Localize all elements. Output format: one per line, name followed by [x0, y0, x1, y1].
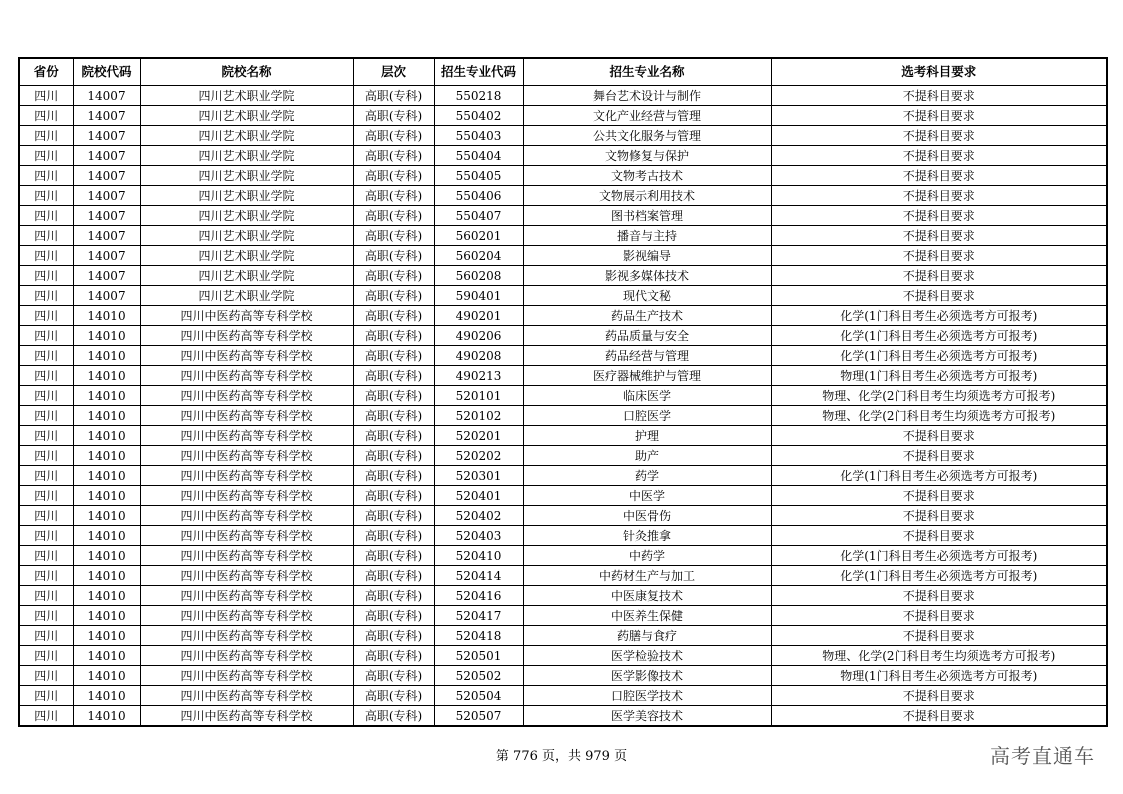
- cell-level: 高职(专科): [353, 446, 434, 466]
- cell-province: 四川: [19, 206, 73, 226]
- cell-subject-requirement: 化学(1门科目考生必须选考方可报考): [771, 346, 1107, 366]
- cell-school-code: 14007: [73, 106, 140, 126]
- cell-major-code: 520403: [434, 526, 523, 546]
- cell-subject-requirement: 不提科目要求: [771, 106, 1107, 126]
- cell-province: 四川: [19, 646, 73, 666]
- cell-major-code: 520102: [434, 406, 523, 426]
- cell-subject-requirement: 不提科目要求: [771, 706, 1107, 727]
- cell-major-name: 现代文秘: [523, 286, 771, 306]
- cell-subject-requirement: 不提科目要求: [771, 506, 1107, 526]
- table-row: [19, 346, 1107, 366]
- cell-province: 四川: [19, 366, 73, 386]
- cell-school-code: 14010: [73, 566, 140, 586]
- cell-school-code: 14007: [73, 206, 140, 226]
- cell-major-name: 药学: [523, 466, 771, 486]
- cell-level: 高职(专科): [353, 526, 434, 546]
- cell-major-code: 520301: [434, 466, 523, 486]
- table-row: [19, 266, 1107, 286]
- cell-major-name: 中医养生保健: [523, 606, 771, 626]
- cell-major-code: 490201: [434, 306, 523, 326]
- cell-province: 四川: [19, 486, 73, 506]
- cell-subject-requirement: 不提科目要求: [771, 126, 1107, 146]
- cell-level: 高职(专科): [353, 166, 434, 186]
- table-row: [19, 566, 1107, 586]
- table-row: [19, 706, 1107, 727]
- cell-school-code: 14007: [73, 126, 140, 146]
- cell-major-name: 公共文化服务与管理: [523, 126, 771, 146]
- cell-subject-requirement: 物理、化学(2门科目考生均须选考方可报考): [771, 386, 1107, 406]
- cell-school-name: 四川中医药高等专科学校: [140, 626, 353, 646]
- cell-level: 高职(专科): [353, 206, 434, 226]
- cell-province: 四川: [19, 126, 73, 146]
- table-header-row: [19, 58, 1107, 86]
- cell-major-name: 文化产业经营与管理: [523, 106, 771, 126]
- cell-major-code: 560201: [434, 226, 523, 246]
- table-row: [19, 186, 1107, 206]
- cell-school-code: 14007: [73, 166, 140, 186]
- cell-subject-requirement: 化学(1门科目考生必须选考方可报考): [771, 546, 1107, 566]
- cell-major-name: 护理: [523, 426, 771, 446]
- cell-major-name: 针灸推拿: [523, 526, 771, 546]
- cell-major-code: 520502: [434, 666, 523, 686]
- cell-province: 四川: [19, 666, 73, 686]
- header-province: 省份: [19, 58, 73, 86]
- table-row: [19, 526, 1107, 546]
- cell-school-name: 四川中医药高等专科学校: [140, 706, 353, 727]
- cell-level: 高职(专科): [353, 606, 434, 626]
- cell-major-name: 药品经营与管理: [523, 346, 771, 366]
- cell-major-code: 560204: [434, 246, 523, 266]
- cell-school-name: 四川中医药高等专科学校: [140, 606, 353, 626]
- cell-school-name: 四川艺术职业学院: [140, 86, 353, 106]
- cell-subject-requirement: 不提科目要求: [771, 146, 1107, 166]
- cell-subject-requirement: 不提科目要求: [771, 426, 1107, 446]
- cell-major-name: 中药学: [523, 546, 771, 566]
- cell-major-name: 助产: [523, 446, 771, 466]
- cell-major-name: 药品生产技术: [523, 306, 771, 326]
- cell-school-name: 四川艺术职业学院: [140, 206, 353, 226]
- cell-major-code: 520101: [434, 386, 523, 406]
- cell-school-code: 14007: [73, 186, 140, 206]
- cell-major-code: 550403: [434, 126, 523, 146]
- cell-major-name: 医学检验技术: [523, 646, 771, 666]
- cell-school-code: 14010: [73, 506, 140, 526]
- cell-major-name: 舞台艺术设计与制作: [523, 86, 771, 106]
- cell-province: 四川: [19, 246, 73, 266]
- cell-school-name: 四川中医药高等专科学校: [140, 646, 353, 666]
- page-number: 第 776 页，共 979 页: [495, 749, 628, 764]
- cell-province: 四川: [19, 386, 73, 406]
- table-row: [19, 246, 1107, 266]
- cell-school-code: 14010: [73, 626, 140, 646]
- cell-major-code: 520504: [434, 686, 523, 706]
- cell-subject-requirement: 不提科目要求: [771, 266, 1107, 286]
- cell-major-name: 中药材生产与加工: [523, 566, 771, 586]
- cell-level: 高职(专科): [353, 566, 434, 586]
- cell-province: 四川: [19, 446, 73, 466]
- cell-subject-requirement: 不提科目要求: [771, 286, 1107, 306]
- cell-major-code: 520201: [434, 426, 523, 446]
- table-row: [19, 446, 1107, 466]
- cell-major-code: 520417: [434, 606, 523, 626]
- cell-school-name: 四川中医药高等专科学校: [140, 306, 353, 326]
- table-row: [19, 486, 1107, 506]
- cell-level: 高职(专科): [353, 186, 434, 206]
- table-row: [19, 206, 1107, 226]
- cell-level: 高职(专科): [353, 146, 434, 166]
- table-row: [19, 126, 1107, 146]
- cell-subject-requirement: 不提科目要求: [771, 606, 1107, 626]
- table-row: [19, 686, 1107, 706]
- admission-table-container: [18, 57, 1106, 727]
- cell-subject-requirement: 不提科目要求: [771, 446, 1107, 466]
- cell-school-name: 四川艺术职业学院: [140, 266, 353, 286]
- cell-province: 四川: [19, 686, 73, 706]
- cell-province: 四川: [19, 286, 73, 306]
- cell-school-name: 四川中医药高等专科学校: [140, 526, 353, 546]
- cell-major-code: 520414: [434, 566, 523, 586]
- cell-school-name: 四川艺术职业学院: [140, 146, 353, 166]
- cell-province: 四川: [19, 466, 73, 486]
- cell-school-code: 14010: [73, 666, 140, 686]
- cell-level: 高职(专科): [353, 666, 434, 686]
- cell-school-code: 14010: [73, 586, 140, 606]
- cell-level: 高职(专科): [353, 426, 434, 446]
- cell-school-name: 四川中医药高等专科学校: [140, 586, 353, 606]
- cell-level: 高职(专科): [353, 226, 434, 246]
- cell-major-code: 550406: [434, 186, 523, 206]
- cell-school-code: 14010: [73, 546, 140, 566]
- cell-subject-requirement: 不提科目要求: [771, 206, 1107, 226]
- table-row: [19, 506, 1107, 526]
- cell-province: 四川: [19, 326, 73, 346]
- cell-major-name: 临床医学: [523, 386, 771, 406]
- cell-province: 四川: [19, 186, 73, 206]
- cell-subject-requirement: 物理、化学(2门科目考生均须选考方可报考): [771, 646, 1107, 666]
- cell-subject-requirement: 不提科目要求: [771, 526, 1107, 546]
- cell-school-code: 14010: [73, 466, 140, 486]
- cell-major-code: 490208: [434, 346, 523, 366]
- cell-major-code: 520418: [434, 626, 523, 646]
- cell-subject-requirement: 物理(1门科目考生必须选考方可报考): [771, 666, 1107, 686]
- cell-level: 高职(专科): [353, 366, 434, 386]
- cell-level: 高职(专科): [353, 686, 434, 706]
- cell-school-name: 四川艺术职业学院: [140, 106, 353, 126]
- cell-level: 高职(专科): [353, 586, 434, 606]
- cell-level: 高职(专科): [353, 326, 434, 346]
- cell-school-code: 14010: [73, 646, 140, 666]
- cell-school-code: 14010: [73, 406, 140, 426]
- table-row: [19, 226, 1107, 246]
- table-row: [19, 306, 1107, 326]
- cell-level: 高职(专科): [353, 406, 434, 426]
- cell-major-code: 490206: [434, 326, 523, 346]
- cell-school-code: 14010: [73, 386, 140, 406]
- cell-province: 四川: [19, 506, 73, 526]
- cell-school-name: 四川中医药高等专科学校: [140, 386, 353, 406]
- header-subject-requirement: 选考科目要求: [771, 58, 1107, 86]
- header-major-code: 招生专业代码: [434, 58, 523, 86]
- cell-school-name: 四川艺术职业学院: [140, 226, 353, 246]
- cell-school-code: 14007: [73, 146, 140, 166]
- table-row: [19, 166, 1107, 186]
- cell-province: 四川: [19, 606, 73, 626]
- table-row: [19, 666, 1107, 686]
- cell-subject-requirement: 不提科目要求: [771, 586, 1107, 606]
- cell-level: 高职(专科): [353, 106, 434, 126]
- cell-subject-requirement: 化学(1门科目考生必须选考方可报考): [771, 466, 1107, 486]
- cell-school-name: 四川中医药高等专科学校: [140, 426, 353, 446]
- cell-level: 高职(专科): [353, 506, 434, 526]
- cell-major-code: 520402: [434, 506, 523, 526]
- cell-major-name: 中医康复技术: [523, 586, 771, 606]
- cell-school-name: 四川艺术职业学院: [140, 126, 353, 146]
- cell-level: 高职(专科): [353, 646, 434, 666]
- cell-level: 高职(专科): [353, 546, 434, 566]
- cell-major-name: 口腔医学技术: [523, 686, 771, 706]
- cell-major-name: 医学美容技术: [523, 706, 771, 727]
- cell-province: 四川: [19, 226, 73, 246]
- cell-school-name: 四川中医药高等专科学校: [140, 326, 353, 346]
- cell-school-code: 14010: [73, 706, 140, 727]
- cell-major-name: 文物修复与保护: [523, 146, 771, 166]
- cell-school-code: 14010: [73, 326, 140, 346]
- header-level: 层次: [353, 58, 434, 86]
- cell-school-name: 四川中医药高等专科学校: [140, 666, 353, 686]
- table-row: [19, 86, 1107, 106]
- cell-subject-requirement: 不提科目要求: [771, 86, 1107, 106]
- cell-school-name: 四川艺术职业学院: [140, 186, 353, 206]
- cell-major-name: 医学影像技术: [523, 666, 771, 686]
- cell-major-code: 550407: [434, 206, 523, 226]
- cell-major-name: 医疗器械维护与管理: [523, 366, 771, 386]
- table-row: [19, 626, 1107, 646]
- cell-subject-requirement: 化学(1门科目考生必须选考方可报考): [771, 326, 1107, 346]
- cell-level: 高职(专科): [353, 346, 434, 366]
- cell-province: 四川: [19, 266, 73, 286]
- cell-major-code: 490213: [434, 366, 523, 386]
- cell-province: 四川: [19, 706, 73, 727]
- cell-major-name: 口腔医学: [523, 406, 771, 426]
- table-row: [19, 646, 1107, 666]
- admission-table: [18, 57, 1108, 727]
- table-row: [19, 546, 1107, 566]
- cell-major-name: 文物展示利用技术: [523, 186, 771, 206]
- cell-major-code: 520202: [434, 446, 523, 466]
- cell-subject-requirement: 不提科目要求: [771, 486, 1107, 506]
- cell-subject-requirement: 不提科目要求: [771, 246, 1107, 266]
- cell-level: 高职(专科): [353, 706, 434, 727]
- cell-school-name: 四川中医药高等专科学校: [140, 686, 353, 706]
- table-row: [19, 586, 1107, 606]
- cell-school-name: 四川中医药高等专科学校: [140, 466, 353, 486]
- cell-subject-requirement: 物理(1门科目考生必须选考方可报考): [771, 366, 1107, 386]
- cell-province: 四川: [19, 626, 73, 646]
- cell-province: 四川: [19, 346, 73, 366]
- cell-school-code: 14007: [73, 246, 140, 266]
- cell-major-name: 影视编导: [523, 246, 771, 266]
- cell-province: 四川: [19, 86, 73, 106]
- cell-province: 四川: [19, 146, 73, 166]
- cell-province: 四川: [19, 406, 73, 426]
- cell-major-code: 550218: [434, 86, 523, 106]
- cell-school-code: 14010: [73, 306, 140, 326]
- cell-subject-requirement: 化学(1门科目考生必须选考方可报考): [771, 306, 1107, 326]
- table-row: [19, 286, 1107, 306]
- table-row: [19, 106, 1107, 126]
- cell-level: 高职(专科): [353, 86, 434, 106]
- cell-school-code: 14010: [73, 486, 140, 506]
- cell-school-name: 四川中医药高等专科学校: [140, 566, 353, 586]
- cell-major-code: 520410: [434, 546, 523, 566]
- cell-major-code: 520416: [434, 586, 523, 606]
- cell-school-code: 14007: [73, 226, 140, 246]
- cell-major-name: 药膳与食疗: [523, 626, 771, 646]
- cell-level: 高职(专科): [353, 286, 434, 306]
- cell-province: 四川: [19, 566, 73, 586]
- cell-subject-requirement: 物理、化学(2门科目考生均须选考方可报考): [771, 406, 1107, 426]
- cell-school-name: 四川中医药高等专科学校: [140, 366, 353, 386]
- table-row: [19, 366, 1107, 386]
- cell-level: 高职(专科): [353, 486, 434, 506]
- table-row: [19, 326, 1107, 346]
- cell-level: 高职(专科): [353, 386, 434, 406]
- cell-major-code: 590401: [434, 286, 523, 306]
- cell-major-name: 文物考古技术: [523, 166, 771, 186]
- cell-school-code: 14010: [73, 366, 140, 386]
- header-school-code: 院校代码: [73, 58, 140, 86]
- table-row: [19, 426, 1107, 446]
- cell-major-name: 图书档案管理: [523, 206, 771, 226]
- cell-school-code: 14007: [73, 266, 140, 286]
- cell-school-name: 四川中医药高等专科学校: [140, 486, 353, 506]
- cell-school-name: 四川中医药高等专科学校: [140, 406, 353, 426]
- cell-subject-requirement: 不提科目要求: [771, 166, 1107, 186]
- cell-level: 高职(专科): [353, 246, 434, 266]
- cell-school-name: 四川中医药高等专科学校: [140, 346, 353, 366]
- cell-school-code: 14010: [73, 446, 140, 466]
- table-row: [19, 606, 1107, 626]
- cell-subject-requirement: 不提科目要求: [771, 186, 1107, 206]
- table-row: [19, 466, 1107, 486]
- cell-province: 四川: [19, 586, 73, 606]
- cell-school-code: 14010: [73, 526, 140, 546]
- cell-major-code: 550404: [434, 146, 523, 166]
- cell-school-code: 14007: [73, 86, 140, 106]
- table-row: [19, 406, 1107, 426]
- cell-level: 高职(专科): [353, 626, 434, 646]
- table-body: [19, 86, 1107, 727]
- cell-school-name: 四川艺术职业学院: [140, 166, 353, 186]
- cell-level: 高职(专科): [353, 306, 434, 326]
- cell-level: 高职(专科): [353, 266, 434, 286]
- cell-major-code: 520501: [434, 646, 523, 666]
- cell-major-name: 播音与主持: [523, 226, 771, 246]
- cell-school-name: 四川中医药高等专科学校: [140, 546, 353, 566]
- table-row: [19, 146, 1107, 166]
- cell-province: 四川: [19, 426, 73, 446]
- cell-level: 高职(专科): [353, 466, 434, 486]
- cell-subject-requirement: 不提科目要求: [771, 226, 1107, 246]
- cell-school-code: 14010: [73, 686, 140, 706]
- cell-province: 四川: [19, 546, 73, 566]
- cell-major-name: 影视多媒体技术: [523, 266, 771, 286]
- header-major-name: 招生专业名称: [523, 58, 771, 86]
- cell-subject-requirement: 化学(1门科目考生必须选考方可报考): [771, 566, 1107, 586]
- cell-school-code: 14010: [73, 426, 140, 446]
- cell-major-name: 药品质量与安全: [523, 326, 771, 346]
- cell-school-code: 14010: [73, 346, 140, 366]
- cell-major-name: 中医学: [523, 486, 771, 506]
- cell-province: 四川: [19, 306, 73, 326]
- table-row: [19, 386, 1107, 406]
- cell-major-code: 520401: [434, 486, 523, 506]
- cell-major-name: 中医骨伤: [523, 506, 771, 526]
- cell-school-code: 14007: [73, 286, 140, 306]
- cell-major-code: 560208: [434, 266, 523, 286]
- cell-province: 四川: [19, 166, 73, 186]
- cell-subject-requirement: 不提科目要求: [771, 686, 1107, 706]
- cell-subject-requirement: 不提科目要求: [771, 626, 1107, 646]
- cell-school-name: 四川中医药高等专科学校: [140, 506, 353, 526]
- cell-major-code: 520507: [434, 706, 523, 727]
- cell-school-name: 四川艺术职业学院: [140, 246, 353, 266]
- watermark-text: 高考直通车: [990, 744, 1095, 768]
- cell-province: 四川: [19, 526, 73, 546]
- cell-school-code: 14010: [73, 606, 140, 626]
- cell-level: 高职(专科): [353, 126, 434, 146]
- cell-major-code: 550405: [434, 166, 523, 186]
- cell-school-name: 四川艺术职业学院: [140, 286, 353, 306]
- header-school-name: 院校名称: [140, 58, 353, 86]
- cell-province: 四川: [19, 106, 73, 126]
- cell-school-name: 四川中医药高等专科学校: [140, 446, 353, 466]
- cell-major-code: 550402: [434, 106, 523, 126]
